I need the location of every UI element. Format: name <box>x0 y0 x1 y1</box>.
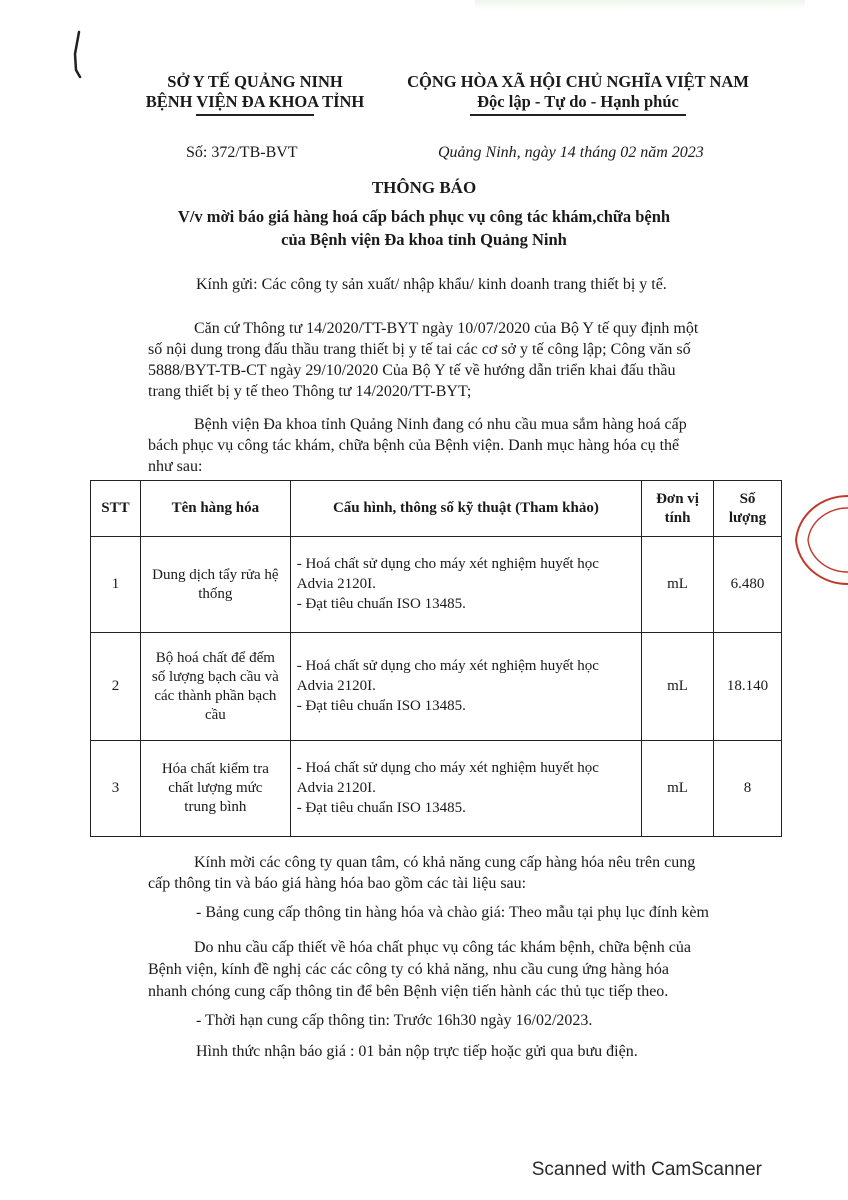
name-line: số lượng bạch cầu và <box>151 668 279 685</box>
scan-edge-artifact <box>475 0 805 10</box>
need-paragraph <box>148 414 752 477</box>
cell-qty: 8 <box>714 741 782 837</box>
cell-name <box>140 741 290 837</box>
config-line: Advia 2120I. <box>296 780 376 796</box>
doc-number: Số: 372/TB-BVT <box>186 144 298 161</box>
motto-underline <box>470 114 686 116</box>
name-line: trung bình <box>184 799 247 815</box>
subject-line: của Bệnh viện Đa khoa tỉnh Quảng Ninh <box>281 230 567 249</box>
name-line: chất lượng mức <box>168 780 263 796</box>
handwritten-mark <box>70 30 84 80</box>
issuer-department: SỞ Y TẾ QUẢNG NINH <box>167 72 343 91</box>
cell-qty: 6.480 <box>714 537 782 633</box>
country-name: CỘNG HÒA XÃ HỘI CHỦ NGHĨA VIỆT NAM <box>407 72 749 91</box>
para-line: Do nhu cầu cấp thiết về hóa chất phục vụ công tác khám bệnh, chữa bệnh của <box>194 939 691 956</box>
para-line: bách phục vụ công tác khám, chữa bệnh của Bệnh viện. Danh mục hàng hóa cụ thể <box>148 437 680 454</box>
cell-stt: 3 <box>91 741 141 837</box>
para-line: Bệnh viện, kính đề nghị các các công ty có khả năng, nhu cầu cung ứng hàng hóa <box>148 961 669 978</box>
config-line: Advia 2120I. <box>296 678 376 694</box>
cell-name <box>140 537 290 633</box>
issuer-block <box>118 72 392 116</box>
table-row <box>91 537 782 633</box>
col-header-unit <box>642 481 714 537</box>
para-line: nhanh chóng cung cấp thông tin để bên Bệnh viện tiến hành các thủ tục tiếp theo. <box>148 983 669 1000</box>
cell-config <box>290 741 641 837</box>
name-line: Dung dịch tẩy rửa hệ <box>152 566 279 583</box>
config-line: - Đạt tiêu chuẩn ISO 13485. <box>296 596 466 612</box>
doc-title: THÔNG BÁO <box>371 178 477 197</box>
para-line: 5888/BYT-TB-CT ngày 29/10/2020 Của Bộ Y tế về hướng dẫn triển khai đấu thầu <box>148 362 676 379</box>
name-line: cầu <box>204 706 226 723</box>
config-line: - Hoá chất sử dụng cho máy xét nghiệm huyết học <box>296 556 599 572</box>
cell-unit: mL <box>642 741 714 837</box>
config-line: - Đạt tiêu chuẩn ISO 13485. <box>296 698 466 714</box>
subject-line: V/v mời báo giá hàng hoá cấp bách phục vụ công tác khám,chữa bệnh <box>177 207 671 226</box>
col-header-unit-l2: tính <box>664 509 691 526</box>
col-header-unit-l1: Đơn vị <box>656 490 699 507</box>
para-line: Căn cứ Thông tư 14/2020/TT-BYT ngày 10/07/2020 của Bộ Y tế quy định một <box>194 320 699 337</box>
legal-basis-paragraph <box>148 318 752 402</box>
place-date: Quảng Ninh, ngày 14 tháng 02 năm 2023 <box>438 144 704 161</box>
table-header-row <box>91 481 782 537</box>
cell-config <box>290 633 641 741</box>
para-line: Bệnh viện Đa khoa tỉnh Quảng Ninh đang có nhu cầu mua sắm hàng hoá cấp <box>194 416 687 433</box>
items-table <box>90 480 782 837</box>
name-line: thống <box>198 585 233 602</box>
col-header-qty-l2: lượng <box>728 509 767 526</box>
config-line: - Đạt tiêu chuẩn ISO 13485. <box>296 800 466 816</box>
scanner-watermark: Scanned with CamScanner <box>531 1159 762 1180</box>
col-header-qty-l1: Số <box>739 490 756 507</box>
table-row <box>91 633 782 741</box>
cell-stt: 1 <box>91 537 141 633</box>
issuer-hospital: BỆNH VIỆN ĐA KHOA TỈNH <box>145 92 365 111</box>
urgency-paragraph <box>148 937 752 1003</box>
cell-name <box>140 633 290 741</box>
config-line: - Hoá chất sử dụng cho máy xét nghiệm huyết học <box>296 760 599 776</box>
document-requirement: - Bảng cung cấp thông tin hàng hóa và chào giá: Theo mẫu tại phụ lục đính kèm <box>196 904 709 921</box>
table-row <box>91 741 782 837</box>
name-line: Hóa chất kiểm tra <box>161 761 269 777</box>
cell-unit: mL <box>642 633 714 741</box>
para-line: như sau: <box>148 458 203 475</box>
para-line: Kính mời các công ty quan tâm, có khả năng cung cấp hàng hóa nêu trên cung <box>194 854 696 871</box>
cell-unit: mL <box>642 537 714 633</box>
name-line: Bộ hoá chất để đếm <box>155 649 275 666</box>
config-line: Advia 2120I. <box>296 576 376 592</box>
receive-form-line: Hình thức nhận báo giá : 01 bản nộp trực tiếp hoặc gửi qua bưu điện. <box>196 1043 638 1060</box>
recipient-line: Kính gửi: Các công ty sản xuất/ nhập khẩu/ kinh doanh trang thiết bị y tế. <box>196 276 667 293</box>
col-header-qty <box>714 481 782 537</box>
red-stamp-edge <box>790 492 848 588</box>
config-line: - Hoá chất sử dụng cho máy xét nghiệm huyết học <box>296 658 599 674</box>
cell-config <box>290 537 641 633</box>
doc-subject <box>0 205 848 251</box>
col-header-config: Cấu hình, thông số kỹ thuật (Tham khảo) <box>290 481 641 537</box>
para-line: cấp thông tin và báo giá hàng hóa bao gồm các tài liệu sau: <box>148 875 527 892</box>
deadline-line: - Thời hạn cung cấp thông tin: Trước 16h30 ngày 16/02/2023. <box>196 1012 593 1029</box>
motto: Độc lập - Tự do - Hạnh phúc <box>477 92 679 111</box>
cell-stt: 2 <box>91 633 141 741</box>
invitation-paragraph <box>148 852 752 894</box>
para-line: số nội dung trong đấu thầu trang thiết bị y tế tai các cơ sở y tế công lập; Công văn số <box>148 341 691 358</box>
col-header-name: Tên hàng hóa <box>140 481 290 537</box>
cell-qty: 18.140 <box>714 633 782 741</box>
name-line: các thành phần bạch <box>154 687 277 704</box>
para-line: trang thiết bị y tế theo Thông tư 14/2020/TT-BYT; <box>148 383 472 400</box>
national-motto-block <box>392 72 764 116</box>
issuer-underline <box>196 114 314 116</box>
col-header-stt: STT <box>91 481 141 537</box>
